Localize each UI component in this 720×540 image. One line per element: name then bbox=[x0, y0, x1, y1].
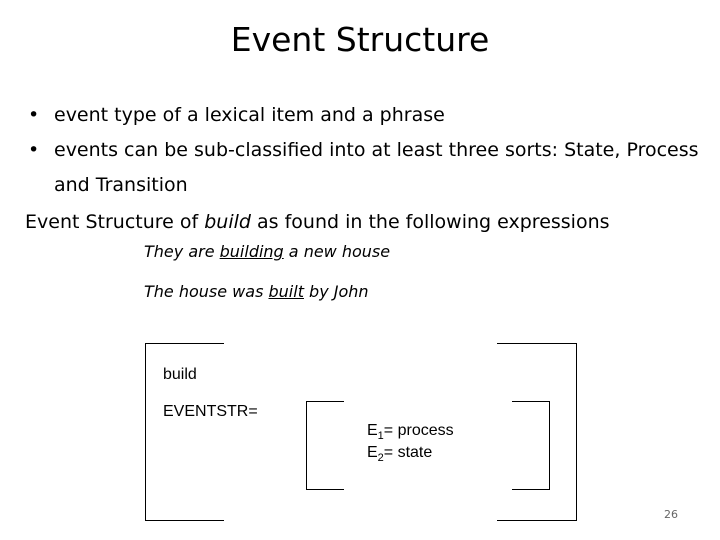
bullet-text: events can be sub-classified into at least three sorts: State, Process and Transition bbox=[54, 139, 699, 196]
example-underlined-verb: building bbox=[219, 242, 284, 261]
example-text: a new house bbox=[283, 242, 391, 261]
example-sentence bbox=[144, 282, 369, 301]
intro-emphasis: build bbox=[204, 211, 251, 233]
example-text: by John bbox=[303, 282, 369, 301]
avm-feature: EVENTSTR= bbox=[163, 403, 258, 420]
inner-right-bracket bbox=[512, 401, 550, 490]
example-underlined-verb: built bbox=[268, 282, 304, 301]
bullet-item bbox=[28, 98, 708, 133]
inner-left-bracket bbox=[306, 401, 344, 490]
bullet-dot: • bbox=[28, 104, 40, 126]
page-number: 26 bbox=[664, 508, 678, 521]
e1-subscript: 1 bbox=[377, 430, 384, 443]
e1-variable: E bbox=[367, 422, 378, 439]
bullet-dot: • bbox=[28, 139, 40, 161]
intro-text: Event Structure of bbox=[25, 211, 205, 233]
e2-subscript: 2 bbox=[377, 452, 384, 465]
bullet-text: event type of a lexical item and a phrase bbox=[54, 104, 445, 126]
intro-text: as found in the following expressions bbox=[250, 211, 610, 233]
example-sentence bbox=[144, 242, 390, 261]
slide-title: Event Structure bbox=[230, 20, 490, 59]
example-text: They are bbox=[144, 242, 220, 261]
intro-line bbox=[25, 205, 610, 240]
e2-value: = state bbox=[383, 444, 433, 461]
bullet-list bbox=[28, 98, 708, 203]
avm-e2 bbox=[367, 444, 432, 464]
avm-head: build bbox=[163, 366, 197, 383]
e2-variable: E bbox=[367, 444, 378, 461]
example-text: The house was bbox=[144, 282, 269, 301]
bullet-item bbox=[28, 133, 708, 203]
e1-value: = process bbox=[383, 422, 454, 439]
avm-e1 bbox=[367, 422, 454, 442]
